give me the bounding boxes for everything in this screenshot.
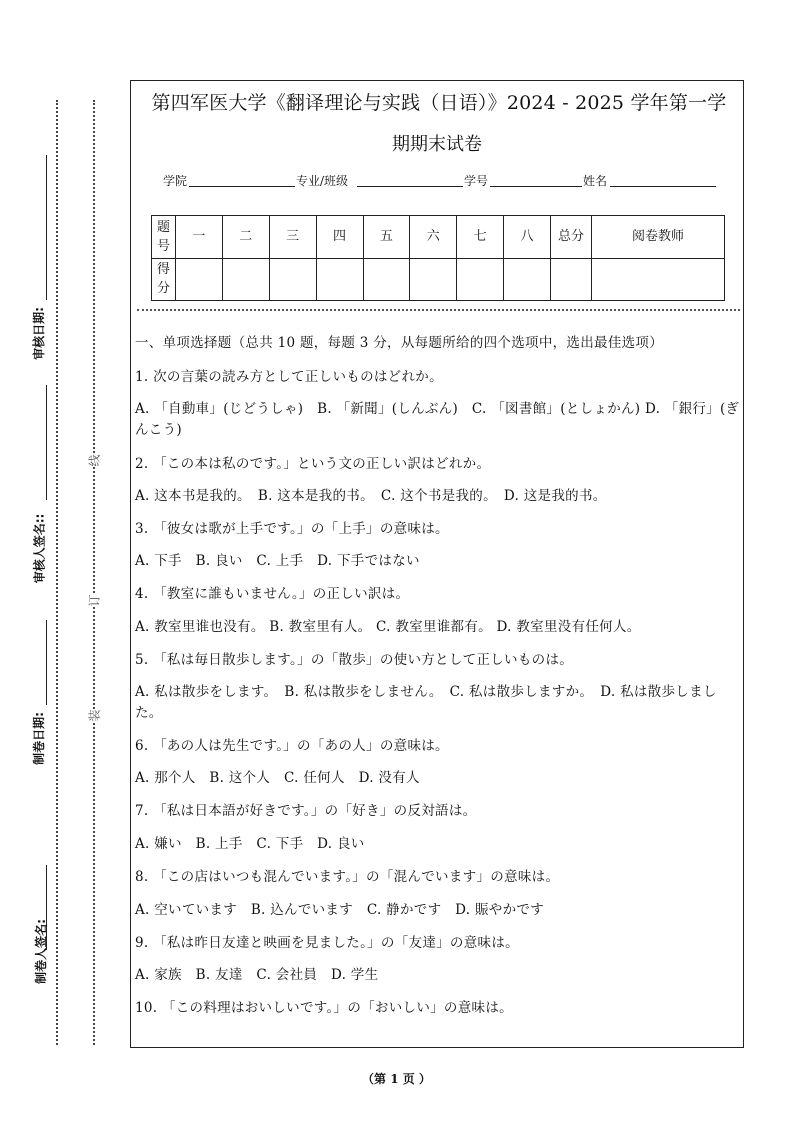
question-text: 9. 「私は昨日友達と映画を見ました。」の「友達」の意味は。: [135, 935, 519, 951]
question-options: A. 下手 B. 良い C. 上手 D. 下手ではない: [135, 553, 420, 569]
question-text: 3. 「彼女は歌が上手です。」の「上手」の意味は。: [135, 521, 449, 537]
binding-char: 订: [87, 594, 102, 607]
score-cell[interactable]: [316, 258, 363, 301]
header-cell: 一: [176, 216, 223, 259]
college-field[interactable]: [189, 186, 295, 187]
exam-subtitle: 期期末试卷: [392, 134, 482, 155]
question-options: A. 这本书是我的。 B. 这本是我的书。 C. 这个书是我的。 D. 这是我的书。: [135, 488, 607, 504]
student-id-label: 学号: [464, 174, 489, 188]
major-field[interactable]: [357, 186, 463, 187]
question-text: 2. 「この本は私のです。」という文の正しい訳はどれか。: [135, 456, 491, 472]
score-cell[interactable]: [363, 258, 410, 301]
header-cell: 八: [504, 216, 551, 259]
binding-dotted-line-outer: [56, 100, 58, 1045]
header-cell: 四: [316, 216, 363, 259]
score-cell[interactable]: [504, 258, 551, 301]
header-cell: 三: [269, 216, 316, 259]
score-cell[interactable]: [592, 258, 725, 301]
question-options: A. 家族 B. 友達 C. 会社員 D. 学生: [135, 967, 379, 983]
binding-char: 装: [87, 709, 102, 722]
table-row: [152, 258, 725, 301]
header-cell: 七: [457, 216, 504, 259]
question-text: 4. 「教室に誰もいません。」の正しい訳は。: [135, 586, 410, 602]
reviewer-signature-label: 审核人签名::: [32, 513, 47, 584]
name-label: 姓名: [583, 174, 608, 188]
signature-line: [46, 385, 47, 500]
question-text: 10. 「この料理はおいしいです。」の「おいしい」の意味は。: [135, 1000, 513, 1016]
question-text: 1. 次の言葉の読み方として正しいものはどれか。: [135, 369, 443, 385]
header-cell: 五: [363, 216, 410, 259]
question-text: 5. 「私は毎日散歩します。」の「散歩」の使い方として正しいものは。: [135, 652, 574, 668]
question-options: A. 空いています B. 込んでいます C. 静かです D. 賑やかです: [135, 902, 544, 918]
major-label: 专业/班级: [296, 174, 349, 188]
row-label: 得分: [152, 258, 176, 301]
table-row: [152, 216, 725, 259]
question-text: 6. 「あの人は先生です。」の「あの人」の意味は。: [135, 738, 449, 754]
student-id-field[interactable]: [490, 186, 582, 187]
header-cell: 六: [410, 216, 457, 259]
maker-date-label: 制卷日期:: [31, 712, 46, 765]
question-options: A. 私は散歩をします。 B. 私は散歩をしません。 C. 私は散歩しますか。 D. 私は散歩しました。: [135, 684, 717, 721]
header-cell: 阅卷教师: [592, 216, 725, 259]
binding-dotted-line-inner: [93, 100, 95, 1045]
row-label: 题号: [152, 216, 176, 259]
section-heading: 一、单项选择题（总共 10 题，每题 3 分，从每题所给的四个选项中，选出最佳选项）: [135, 335, 664, 351]
question-options: A. 教室里谁也没有。 B. 教室里有人。 C. 教室里谁都有。 D. 教室里没有任何人。: [135, 619, 641, 635]
binding-char: 线: [87, 454, 102, 467]
score-cell[interactable]: [457, 258, 504, 301]
exam-title: 第四军医大学《翻译理论与实践（日语）》2024 - 2025 学年第一学: [151, 92, 727, 114]
score-cell[interactable]: [410, 258, 457, 301]
separator-dotted: [137, 309, 740, 311]
score-cell[interactable]: [222, 258, 269, 301]
question-text: 7. 「私は日本語が好きです。」の「好き」の反対語は。: [135, 803, 477, 819]
score-cell[interactable]: [551, 258, 592, 301]
score-table: [151, 215, 725, 301]
question-text: 8. 「この店はいつも混んでいます。」の「混んでいます」の意味は。: [135, 869, 560, 885]
maker-signature-label: 制卷人签名:: [33, 919, 48, 984]
college-label: 学院: [163, 174, 188, 188]
signature-line: [46, 155, 47, 300]
question-options: A. 嫌い B. 上手 C. 下手 D. 良い: [135, 836, 365, 852]
header-cell: 总分: [551, 216, 592, 259]
question-options: A. 那个人 B. 这个人 C. 任何人 D. 没有人: [135, 770, 420, 786]
question-options: A. 「自動車」(じどうしゃ) B. 「新聞」(しんぶん) C. 「図書館」(としょかん) D. 「銀行」(ぎんこう): [135, 401, 740, 438]
signature-line: [46, 620, 47, 705]
header-cell: 二: [222, 216, 269, 259]
page-number: （第 1 页 ）: [362, 1072, 431, 1086]
review-date-label: 审核日期:: [31, 307, 46, 360]
score-cell[interactable]: [269, 258, 316, 301]
score-cell[interactable]: [176, 258, 223, 301]
name-field[interactable]: [610, 186, 716, 187]
